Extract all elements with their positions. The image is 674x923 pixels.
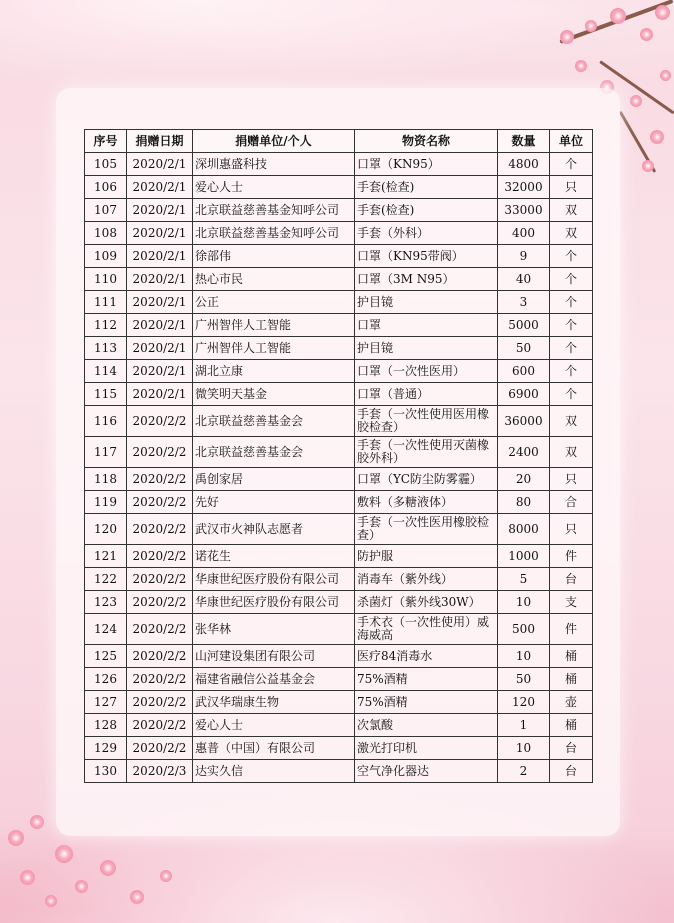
- cell-quantity: 5: [498, 568, 550, 591]
- cell-index: 106: [85, 176, 127, 199]
- cell-donor: 公正: [193, 291, 355, 314]
- cell-index: 110: [85, 268, 127, 291]
- cell-index: 122: [85, 568, 127, 591]
- cell-date: 2020/2/2: [127, 691, 193, 714]
- cell-item: 消毒车（紫外线）: [355, 568, 498, 591]
- cell-quantity: 5000: [498, 314, 550, 337]
- cell-item: 口罩（普通）: [355, 383, 498, 406]
- cell-unit: 件: [550, 614, 593, 645]
- cell-index: 116: [85, 406, 127, 437]
- cell-quantity: 120: [498, 691, 550, 714]
- table-row: [85, 691, 593, 714]
- table-row: [85, 437, 593, 468]
- cell-donor: 福建省融信公益基金会: [193, 668, 355, 691]
- cell-date: 2020/2/2: [127, 491, 193, 514]
- table-row: [85, 714, 593, 737]
- header-index: 序号: [85, 130, 127, 153]
- table-row: [85, 514, 593, 545]
- cell-unit: 个: [550, 337, 593, 360]
- cell-unit: 桶: [550, 668, 593, 691]
- cell-unit: 个: [550, 153, 593, 176]
- cell-date: 2020/2/1: [127, 222, 193, 245]
- cell-donor: 爱心人士: [193, 176, 355, 199]
- cell-quantity: 1: [498, 714, 550, 737]
- cell-item: 护目镜: [355, 337, 498, 360]
- table-row: [85, 314, 593, 337]
- cell-unit: 个: [550, 314, 593, 337]
- cell-item: 口罩（KN95带阀）: [355, 245, 498, 268]
- table-header-row: [85, 130, 593, 153]
- cell-quantity: 50: [498, 668, 550, 691]
- cell-donor: 北京联益慈善基金知呼公司: [193, 222, 355, 245]
- cell-date: 2020/2/2: [127, 668, 193, 691]
- cell-donor: 微笑明天基金: [193, 383, 355, 406]
- cell-date: 2020/2/1: [127, 360, 193, 383]
- cell-unit: 只: [550, 468, 593, 491]
- cell-date: 2020/2/1: [127, 176, 193, 199]
- header-unit: 单位: [550, 130, 593, 153]
- cell-item: 手术衣（一次性使用）威海威高: [355, 614, 498, 645]
- table-body: [85, 153, 593, 783]
- cell-index: 107: [85, 199, 127, 222]
- cell-item: 手套（外科）: [355, 222, 498, 245]
- cell-donor: 深圳惠盛科技: [193, 153, 355, 176]
- cell-quantity: 10: [498, 737, 550, 760]
- table-row: [85, 545, 593, 568]
- cell-index: 109: [85, 245, 127, 268]
- cell-unit: 台: [550, 568, 593, 591]
- cell-date: 2020/2/1: [127, 291, 193, 314]
- cell-index: 112: [85, 314, 127, 337]
- cell-index: 130: [85, 760, 127, 783]
- cell-donor: 北京联益慈善基金会: [193, 406, 355, 437]
- cell-date: 2020/2/2: [127, 591, 193, 614]
- cell-quantity: 20: [498, 468, 550, 491]
- cell-quantity: 600: [498, 360, 550, 383]
- cell-donor: 山河建设集团有限公司: [193, 645, 355, 668]
- cell-date: 2020/2/2: [127, 568, 193, 591]
- cell-unit: 双: [550, 437, 593, 468]
- cell-index: 105: [85, 153, 127, 176]
- cell-item: 口罩（一次性医用）: [355, 360, 498, 383]
- cell-quantity: 40: [498, 268, 550, 291]
- cell-unit: 个: [550, 360, 593, 383]
- cell-donor: 达实久信: [193, 760, 355, 783]
- table-row: [85, 591, 593, 614]
- cell-index: 125: [85, 645, 127, 668]
- cell-item: 护目镜: [355, 291, 498, 314]
- cell-donor: 北京联益慈善基金知呼公司: [193, 199, 355, 222]
- cell-quantity: 2: [498, 760, 550, 783]
- cell-quantity: 32000: [498, 176, 550, 199]
- table-row: [85, 337, 593, 360]
- cell-index: 129: [85, 737, 127, 760]
- cell-unit: 台: [550, 760, 593, 783]
- table-row: [85, 153, 593, 176]
- cell-quantity: 2400: [498, 437, 550, 468]
- cell-date: 2020/2/1: [127, 153, 193, 176]
- header-quantity: 数量: [498, 130, 550, 153]
- cell-date: 2020/2/1: [127, 314, 193, 337]
- cell-donor: 张华林: [193, 614, 355, 645]
- cell-item: 防护服: [355, 545, 498, 568]
- table-row: [85, 645, 593, 668]
- cell-donor: 广州智伴人工智能: [193, 337, 355, 360]
- cell-donor: 华康世纪医疗股份有限公司: [193, 591, 355, 614]
- table-row: [85, 176, 593, 199]
- cell-index: 127: [85, 691, 127, 714]
- cell-item: 敷料（多糖液体）: [355, 491, 498, 514]
- cell-unit: 台: [550, 737, 593, 760]
- table-row: [85, 268, 593, 291]
- cell-item: 激光打印机: [355, 737, 498, 760]
- cell-item: 空气净化器达: [355, 760, 498, 783]
- cell-donor: 爱心人士: [193, 714, 355, 737]
- cell-item: 75%酒精: [355, 668, 498, 691]
- cell-index: 128: [85, 714, 127, 737]
- cell-quantity: 6900: [498, 383, 550, 406]
- cell-donor: 徐部伟: [193, 245, 355, 268]
- cell-date: 2020/2/2: [127, 514, 193, 545]
- cell-quantity: 1000: [498, 545, 550, 568]
- cell-date: 2020/2/2: [127, 437, 193, 468]
- cell-item: 口罩（YC防尘防雾霾）: [355, 468, 498, 491]
- cell-item: 口罩（3M N95）: [355, 268, 498, 291]
- cell-unit: 双: [550, 199, 593, 222]
- cell-quantity: 500: [498, 614, 550, 645]
- cell-donor: 武汉华瑞康生物: [193, 691, 355, 714]
- table-row: [85, 245, 593, 268]
- cell-item: 手套(检查): [355, 176, 498, 199]
- cell-unit: 支: [550, 591, 593, 614]
- cell-item: 口罩: [355, 314, 498, 337]
- cell-index: 115: [85, 383, 127, 406]
- cell-item: 口罩（KN95）: [355, 153, 498, 176]
- cell-date: 2020/2/1: [127, 383, 193, 406]
- cell-quantity: 9: [498, 245, 550, 268]
- table-row: [85, 222, 593, 245]
- cell-unit: 个: [550, 268, 593, 291]
- cell-quantity: 3: [498, 291, 550, 314]
- cell-index: 120: [85, 514, 127, 545]
- cell-donor: 热心市民: [193, 268, 355, 291]
- cell-date: 2020/2/2: [127, 645, 193, 668]
- table-row: [85, 737, 593, 760]
- cell-item: 75%酒精: [355, 691, 498, 714]
- cell-donor: 先好: [193, 491, 355, 514]
- cell-date: 2020/2/2: [127, 406, 193, 437]
- cell-item: 手套（一次性使用医用橡胶检查）: [355, 406, 498, 437]
- cell-unit: 壶: [550, 691, 593, 714]
- cell-item: 手套(检查): [355, 199, 498, 222]
- cell-index: 126: [85, 668, 127, 691]
- cell-donor: 武汉市火神队志愿者: [193, 514, 355, 545]
- cell-date: 2020/2/2: [127, 468, 193, 491]
- cell-date: 2020/2/1: [127, 337, 193, 360]
- cell-item: 手套（一次性使用灭菌橡胶外科）: [355, 437, 498, 468]
- cell-date: 2020/2/2: [127, 614, 193, 645]
- table-row: [85, 291, 593, 314]
- table-row: [85, 406, 593, 437]
- cell-quantity: 80: [498, 491, 550, 514]
- cell-index: 119: [85, 491, 127, 514]
- cell-index: 108: [85, 222, 127, 245]
- cell-unit: 双: [550, 406, 593, 437]
- cell-date: 2020/2/3: [127, 760, 193, 783]
- cell-date: 2020/2/1: [127, 199, 193, 222]
- cell-index: 124: [85, 614, 127, 645]
- table-row: [85, 383, 593, 406]
- cell-item: 杀菌灯（紫外线30W）: [355, 591, 498, 614]
- cell-quantity: 33000: [498, 199, 550, 222]
- cell-unit: 合: [550, 491, 593, 514]
- cell-donor: 湖北立康: [193, 360, 355, 383]
- cell-date: 2020/2/2: [127, 545, 193, 568]
- cell-quantity: 10: [498, 591, 550, 614]
- cell-index: 117: [85, 437, 127, 468]
- cell-quantity: 8000: [498, 514, 550, 545]
- cell-unit: 个: [550, 291, 593, 314]
- cell-quantity: 400: [498, 222, 550, 245]
- table-row: [85, 614, 593, 645]
- cell-date: 2020/2/2: [127, 714, 193, 737]
- cell-unit: 桶: [550, 714, 593, 737]
- cell-donor: 禹创家居: [193, 468, 355, 491]
- cell-date: 2020/2/1: [127, 268, 193, 291]
- cell-quantity: 36000: [498, 406, 550, 437]
- table-row: [85, 668, 593, 691]
- header-date: 捐赠日期: [127, 130, 193, 153]
- cell-unit: 双: [550, 222, 593, 245]
- table-row: [85, 199, 593, 222]
- cell-donor: 惠普（中国）有限公司: [193, 737, 355, 760]
- cell-index: 114: [85, 360, 127, 383]
- cell-item: 手套（一次性医用橡胶检查）: [355, 514, 498, 545]
- header-item: 物资名称: [355, 130, 498, 153]
- cell-item: 次氯酸: [355, 714, 498, 737]
- cell-unit: 只: [550, 514, 593, 545]
- cell-unit: 个: [550, 383, 593, 406]
- cell-donor: 诺花生: [193, 545, 355, 568]
- header-donor: 捐赠单位/个人: [193, 130, 355, 153]
- cell-donor: 北京联益慈善基金会: [193, 437, 355, 468]
- table-row: [85, 568, 593, 591]
- cell-quantity: 4800: [498, 153, 550, 176]
- table-row: [85, 760, 593, 783]
- cell-date: 2020/2/2: [127, 737, 193, 760]
- cell-date: 2020/2/1: [127, 245, 193, 268]
- donation-table: [84, 129, 593, 783]
- cell-index: 113: [85, 337, 127, 360]
- cell-unit: 桶: [550, 645, 593, 668]
- cell-unit: 个: [550, 245, 593, 268]
- cell-donor: 华康世纪医疗股份有限公司: [193, 568, 355, 591]
- cell-unit: 件: [550, 545, 593, 568]
- cell-index: 121: [85, 545, 127, 568]
- table-row: [85, 360, 593, 383]
- cell-unit: 只: [550, 176, 593, 199]
- cell-quantity: 50: [498, 337, 550, 360]
- cell-index: 118: [85, 468, 127, 491]
- cell-item: 医疗84消毒水: [355, 645, 498, 668]
- cell-index: 123: [85, 591, 127, 614]
- table-row: [85, 468, 593, 491]
- cell-quantity: 10: [498, 645, 550, 668]
- cell-index: 111: [85, 291, 127, 314]
- cell-donor: 广州智伴人工智能: [193, 314, 355, 337]
- table-row: [85, 491, 593, 514]
